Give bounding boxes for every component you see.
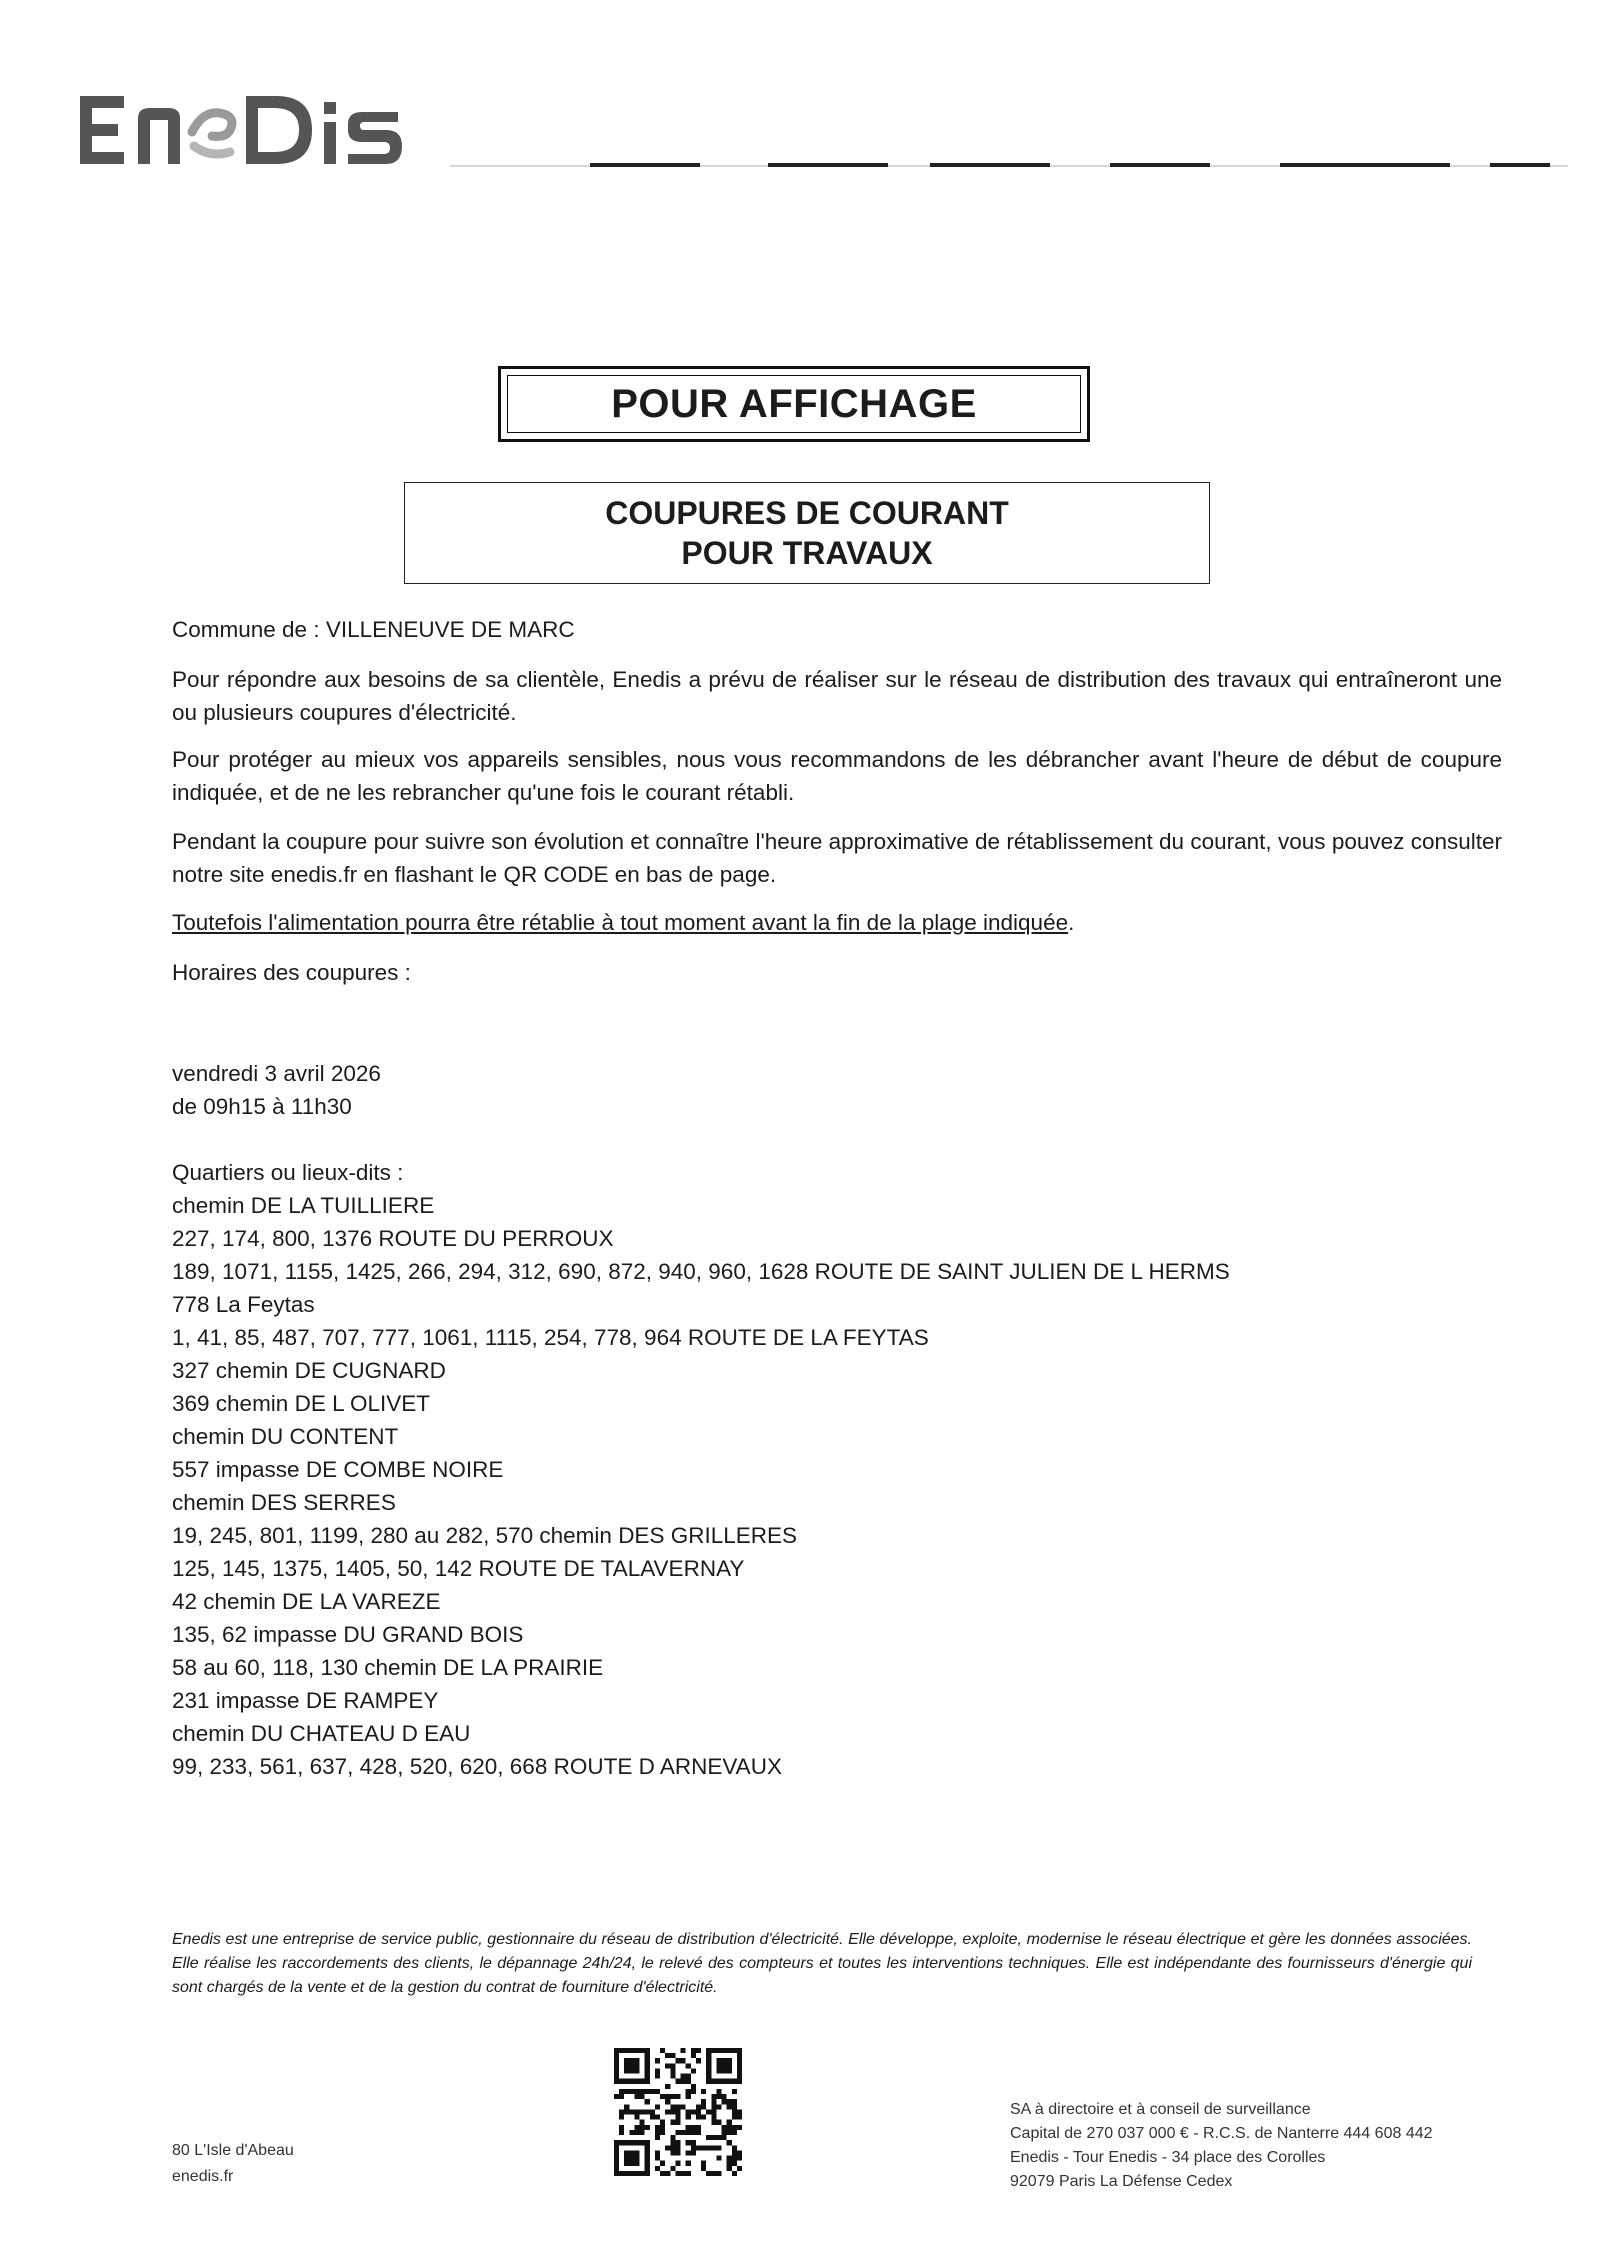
footer-note: Enedis est une entreprise de service public, gestionnaire du réseau de distribution d'électricité. Elle développe, exploite, modernise le réseau électrique et gère les données associées. Elle réalise les raccordements des clients, le dépannage 24h/24, le relevé des compteurs et toutes les interventions techniques. Elle est indépendante des fournisseurs d'énergie qui sont chargés de la vente et de la gestion du contrat de fourniture d'électricité. — [172, 1931, 1472, 1996]
list-item: 19, 245, 801, 1199, 280 au 282, 570 chemin DES GRILLERES — [172, 1523, 798, 1548]
list-item: 231 impasse DE RAMPEY — [172, 1688, 439, 1713]
list-item: 369 chemin DE L OLIVET — [172, 1391, 431, 1416]
footer-website: enedis.fr — [172, 2168, 234, 2185]
list-item: chemin DU CHATEAU D EAU — [172, 1721, 471, 1746]
list-item: chemin DU CONTENT — [172, 1424, 399, 1449]
pour-affichage-box — [498, 366, 1090, 442]
list-item: 135, 62 impasse DU GRAND BOIS — [172, 1622, 524, 1647]
outage-time-range: de 09h15 à 11h30 — [172, 1094, 352, 1119]
commune-line: Commune de : VILLENEUVE DE MARC — [172, 617, 575, 642]
pour-affichage-title: POUR AFFICHAGE — [611, 381, 977, 426]
enedis-logo — [80, 88, 440, 172]
list-item: chemin DE LA TUILLIERE — [172, 1193, 435, 1218]
list-item: 1, 41, 85, 487, 707, 777, 1061, 1115, 254, 778, 964 ROUTE DE LA FEYTAS — [172, 1325, 929, 1350]
legal-line: SA à directoire et à conseil de surveillance — [1010, 2101, 1311, 2118]
list-item: 125, 145, 1375, 1405, 50, 142 ROUTE DE TALAVERNAY — [172, 1556, 745, 1581]
coupures-box — [404, 482, 1210, 584]
list-item: 227, 174, 800, 1376 ROUTE DU PERROUX — [172, 1226, 614, 1251]
footer-address-line: 80 L'Isle d'Abeau — [172, 2142, 294, 2159]
horaires-label: Horaires des coupures : — [172, 960, 411, 985]
places-list — [172, 1189, 1230, 1783]
list-item: chemin DES SERRES — [172, 1490, 396, 1515]
notice-line — [172, 906, 1502, 939]
list-item: 327 chemin DE CUGNARD — [172, 1358, 446, 1383]
outage-date: vendredi 3 avril 2026 — [172, 1061, 381, 1086]
notice-text: Toutefois l'alimentation pourra être rétablie à tout moment avant la fin de la plage indiquée — [172, 910, 1069, 935]
legal-line: Capital de 270 037 000 € - R.C.S. de Nanterre 444 608 442 — [1010, 2125, 1433, 2142]
protection-paragraph: Pour protéger au mieux vos appareils sensibles, nous vous recommandons de les débrancher avant l'heure de début de coupure indiquée, et de ne les rebrancher qu'une fois le courant rétabli. — [172, 747, 1502, 805]
list-item: 99, 233, 561, 637, 428, 520, 620, 668 ROUTE D ARNEVAUX — [172, 1754, 782, 1779]
list-item: 189, 1071, 1155, 1425, 266, 294, 312, 690, 872, 940, 960, 1628 ROUTE DE SAINT JULIEN DE L HERMS — [172, 1259, 1230, 1284]
list-item: 42 chemin DE LA VAREZE — [172, 1589, 441, 1614]
header-rule — [450, 152, 1568, 176]
qr-code-icon[interactable] — [614, 2048, 742, 2176]
list-item: 58 au 60, 118, 130 chemin DE LA PRAIRIE — [172, 1655, 604, 1680]
intro-paragraph: Pour répondre aux besoins de sa clientèle, Enedis a prévu de réaliser sur le réseau de distribution des travaux qui entraîneront une ou plusieurs coupures d'électricité. — [172, 667, 1502, 725]
notice-period: . — [1068, 910, 1075, 935]
coupures-title-line2: POUR TRAVAUX — [681, 535, 933, 571]
legal-line: 92079 Paris La Défense Cedex — [1010, 2173, 1233, 2190]
legal-line: Enedis - Tour Enedis - 34 place des Corolles — [1010, 2149, 1326, 2166]
list-item: 778 La Feytas — [172, 1292, 315, 1317]
places-label: Quartiers ou lieux-dits : — [172, 1160, 404, 1185]
footer-address — [172, 2138, 294, 2190]
coupures-title-line1: COUPURES DE COURANT — [605, 495, 1009, 531]
list-item: 557 impasse DE COMBE NOIRE — [172, 1457, 504, 1482]
footer-legal — [1010, 2098, 1433, 2194]
tracking-paragraph: Pendant la coupure pour suivre son évolution et connaître l'heure approximative de rétablissement du courant, vous pouvez consulter notre site enedis.fr en flashant le QR CODE en bas de page. — [172, 829, 1502, 887]
